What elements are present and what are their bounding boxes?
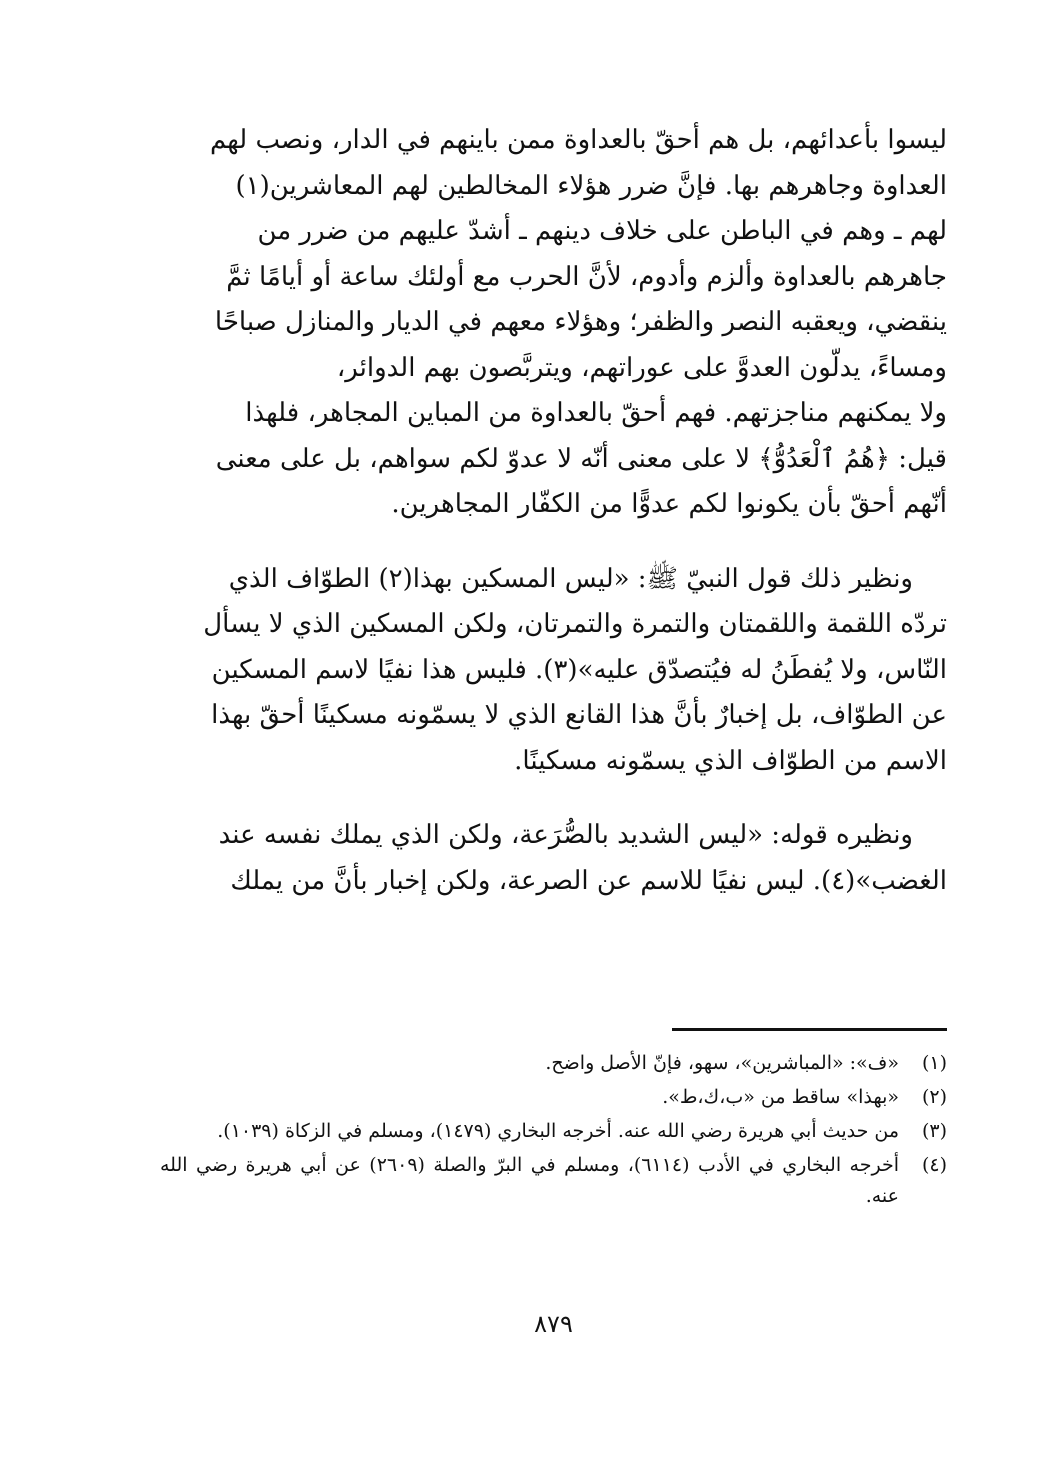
- footnote-text: «ف»: «المباشرين»، سهو، فإنّ الأصل واضح.: [545, 1052, 899, 1074]
- footnote-item: [160, 1150, 947, 1212]
- footnote-text: «بهذا» ساقط من «ب،ك،ط».: [662, 1086, 899, 1108]
- footnotes: [160, 1048, 947, 1215]
- text-line: ونظيره قوله: «ليس الشديد بالصُّرَعة، ولكن الذي يملك نفسه عند: [218, 820, 913, 850]
- text-line: أنّهم أحقّ بأن يكونوا لكم عدوًّا من الكفّار المجاهرين.: [391, 489, 947, 519]
- text-line: الاسم من الطوّاف الذي يسمّونه مسكينًا.: [514, 745, 947, 776]
- footnote-separator: [672, 1028, 947, 1031]
- paragraph-3: [160, 813, 947, 904]
- text-line: الغضب»(٤). ليس نفيًا للاسم عن الصرعة، ولكن إخبار بأنَّ من يملك: [230, 865, 947, 896]
- footnote-text: من حديث أبي هريرة رضي الله عنه. أخرجه البخاري (١٤٧٩)، ومسلم في الزكاة (١٠٣٩).: [217, 1120, 899, 1142]
- paragraph-2: [160, 557, 947, 785]
- footnote-number: (٢): [921, 1086, 947, 1108]
- text-line: ونظير ذلك قول النبيّ ﷺ: «ليس المسكين بهذا(٢) الطوّاف الذي: [228, 563, 913, 594]
- page-number: ٨٧٩: [534, 1310, 573, 1338]
- footnote-text: أخرجه البخاري في الأدب (٦١١٤)، ومسلم في البرّ والصلة (٢٦٠٩) عن أبي هريرة رضي الله عنه.: [160, 1154, 899, 1207]
- footnote-number: (٤): [921, 1154, 947, 1176]
- text-line: ومساءً، يدلّون العدوَّ على عوراتهم، ويتربَّصون بهم الدوائر،: [336, 352, 947, 383]
- book-page: [160, 118, 947, 1418]
- footnote-item: [160, 1082, 947, 1113]
- text-line: ولا يمكنهم مناجزتهم. فهم أحقّ بالعداوة من المباين المجاهر، فلهذا: [245, 398, 947, 428]
- footnote-number: (٣): [921, 1120, 947, 1142]
- text-line: ليسوا بأعدائهم، بل هم أحقّ بالعداوة ممن باينهم في الدار، ونصب لهم: [209, 125, 947, 155]
- footnote-item: [160, 1116, 947, 1147]
- text-line: النّاس، ولا يُفطَنُ له فيُتصدّق عليه»(٣). فليس هذا نفيًا لاسم المسكين: [211, 654, 947, 685]
- text-line: قيل: ﴿هُمُ ٱلْعَدُوُّ﴾ لا على معنى أنّه لا عدوّ لكم سواهم، بل على معنى: [215, 443, 947, 474]
- text-line: لهم ـ وهم في الباطن على خلاف دينهم ـ أشدّ عليهم من ضرر من: [257, 216, 947, 246]
- text-line: جاهرهم بالعداوة وألزم وأدوم، لأنَّ الحرب مع أولئك ساعة أو أيامًا ثمَّ: [226, 261, 947, 292]
- footnote-number: (١): [921, 1052, 947, 1074]
- text-line: عن الطوّاف، بل إخبارٌ بأنَّ هذا القانع الذي لا يسمّونه مسكينًا أحقّ بهذا: [211, 700, 947, 730]
- text-line: تردّه اللقمة واللقمتان والتمرة والتمرتان، ولكن المسكين الذي لا يسأل: [203, 609, 947, 639]
- paragraph-1: [160, 118, 947, 528]
- text-line: ينقضي، ويعقبه النصر والظفر؛ وهؤلاء معهم في الديار والمنازل صباحًا: [214, 307, 947, 337]
- footnote-item: [160, 1048, 947, 1079]
- text-line: العداوة وجاهرهم بها. فإنَّ ضرر هؤلاء المخالطين لهم المعاشرين(١): [235, 170, 947, 201]
